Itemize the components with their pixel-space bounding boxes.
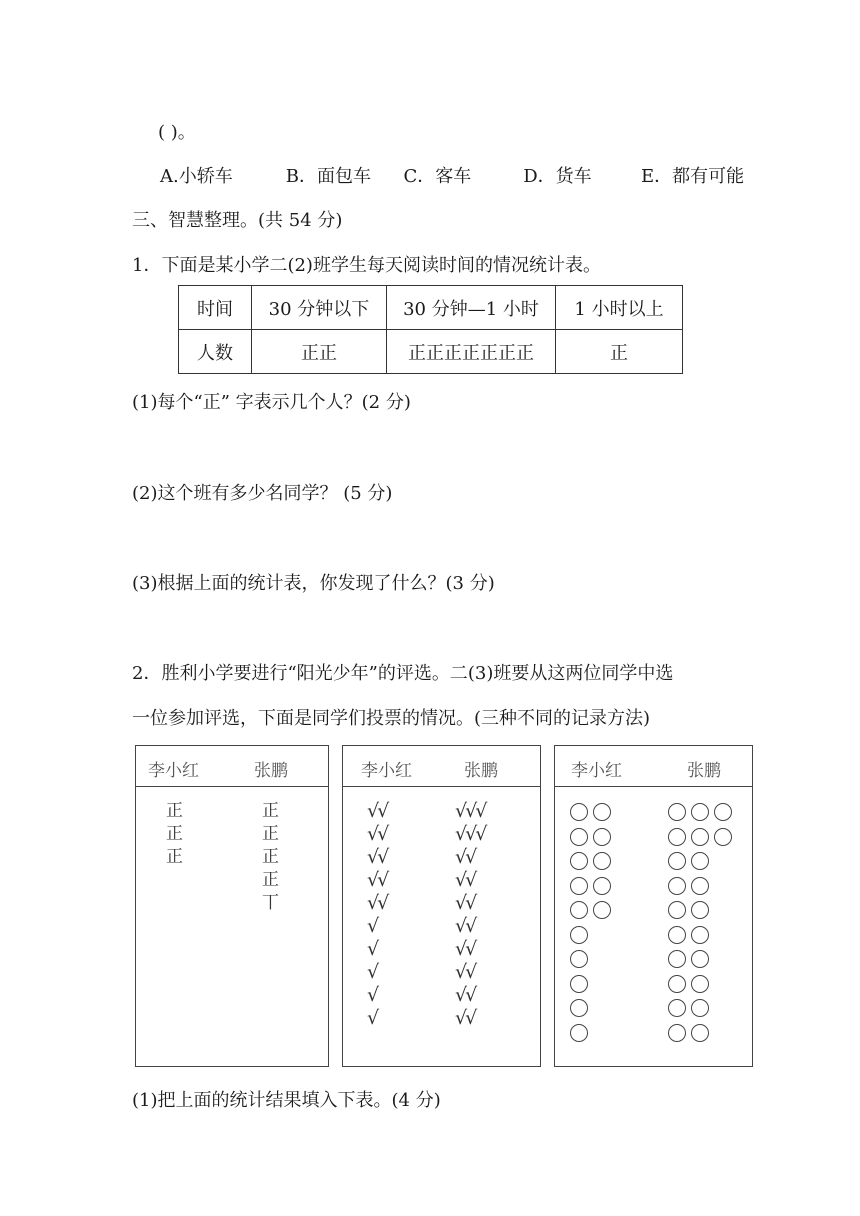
name-zhang-peng: 张鹏 bbox=[464, 761, 498, 781]
circle-row bbox=[668, 852, 737, 877]
circle-icon bbox=[570, 901, 588, 919]
check-mark-row: √√ bbox=[455, 1007, 476, 1029]
circle-icon bbox=[714, 828, 732, 846]
option-d: D．货车 bbox=[523, 166, 592, 187]
q2-intro-line2: 一位参加评选，下面是同学们投票的情况。(三种不同的记录方法) bbox=[132, 708, 651, 729]
box-header bbox=[343, 746, 540, 787]
tally-mark: 正 bbox=[262, 824, 279, 844]
prev-question-blank: ( )。 bbox=[158, 122, 196, 143]
section-title: 三、智慧整理。(共 54 分) bbox=[132, 210, 343, 231]
circle-row bbox=[570, 999, 616, 1024]
name-li-xiaohong: 李小红 bbox=[148, 761, 199, 781]
table-header-cell: 30 分钟以下 bbox=[252, 286, 387, 330]
circle-icon bbox=[593, 828, 611, 846]
tally-mark: 正 bbox=[262, 801, 279, 821]
circle-row bbox=[668, 877, 737, 902]
table-cell: 正 bbox=[556, 330, 683, 374]
circle-row bbox=[668, 975, 737, 1000]
circle-icon bbox=[691, 877, 709, 895]
name-li-xiaohong: 李小红 bbox=[361, 761, 412, 781]
circle-icon bbox=[593, 803, 611, 821]
circle-row bbox=[570, 1024, 616, 1049]
tally-column-zhang bbox=[262, 800, 279, 915]
check-mark-row: √√ bbox=[367, 846, 388, 868]
option-a: A.小轿车 bbox=[160, 166, 233, 187]
circle-icon bbox=[668, 926, 686, 944]
check-mark-row: √√ bbox=[367, 869, 388, 891]
answer-options bbox=[160, 162, 744, 188]
circle-row bbox=[668, 950, 737, 975]
option-c: C．客车 bbox=[403, 166, 472, 187]
check-mark-row: √ bbox=[367, 938, 378, 960]
circle-row bbox=[668, 828, 737, 853]
circle-icon bbox=[570, 926, 588, 944]
circle-row bbox=[570, 877, 616, 902]
check-mark-row: √ bbox=[367, 1007, 378, 1029]
q2-intro-line1: 2．胜利小学要进行“阳光少年”的评选。二(3)班要从这两位同学中选 bbox=[132, 663, 674, 684]
circle-icon bbox=[570, 950, 588, 968]
circle-icon bbox=[570, 828, 588, 846]
circle-icon bbox=[570, 999, 588, 1017]
circle-icon bbox=[668, 1024, 686, 1042]
table-header-cell: 时间 bbox=[179, 286, 252, 330]
q1-sub2: (2)这个班有多少名同学？ (5 分) bbox=[132, 483, 393, 504]
circle-icon bbox=[570, 803, 588, 821]
circle-row bbox=[570, 828, 616, 853]
circle-icon bbox=[714, 803, 732, 821]
circle-row bbox=[570, 926, 616, 951]
circle-row bbox=[668, 1024, 737, 1049]
circle-icon bbox=[691, 901, 709, 919]
circle-icon bbox=[668, 999, 686, 1017]
tally-mark: 丅 bbox=[262, 893, 279, 913]
table-cell: 正正正正正正正 bbox=[387, 330, 556, 374]
circle-icon bbox=[691, 1024, 709, 1042]
circle-icon bbox=[691, 828, 709, 846]
circle-icon bbox=[691, 999, 709, 1017]
table-cell: 人数 bbox=[179, 330, 252, 374]
circle-icon bbox=[691, 852, 709, 870]
circle-row bbox=[668, 901, 737, 926]
q2-sub1: (1)把上面的统计结果填入下表。(4 分) bbox=[132, 1090, 441, 1111]
circle-icon bbox=[668, 975, 686, 993]
table-row bbox=[179, 286, 683, 330]
box-header bbox=[136, 746, 328, 787]
circle-record-box bbox=[554, 745, 753, 1067]
circle-icon bbox=[593, 877, 611, 895]
check-mark-row: √√ bbox=[455, 961, 476, 983]
circle-icon bbox=[570, 1024, 588, 1042]
reading-time-table bbox=[178, 285, 683, 374]
circle-icon bbox=[691, 950, 709, 968]
circle-icon bbox=[668, 803, 686, 821]
check-column-zhang bbox=[455, 800, 485, 1030]
circle-row bbox=[668, 999, 737, 1024]
name-zhang-peng: 张鹏 bbox=[254, 761, 288, 781]
check-column-li bbox=[367, 800, 387, 1030]
table-header-cell: 1 小时以上 bbox=[556, 286, 683, 330]
q1-intro: 1．下面是某小学二(2)班学生每天阅读时间的情况统计表。 bbox=[132, 255, 601, 276]
tally-mark: 正 bbox=[166, 847, 183, 867]
check-mark-row: √√ bbox=[367, 823, 388, 845]
check-mark-row: √√ bbox=[455, 984, 476, 1006]
tally-mark: 正 bbox=[262, 847, 279, 867]
check-mark-row: √√ bbox=[455, 846, 476, 868]
check-mark-row: √ bbox=[367, 984, 378, 1006]
option-e: E．都有可能 bbox=[640, 166, 745, 187]
check-mark-row: √√√ bbox=[455, 823, 486, 845]
circle-column-li bbox=[570, 803, 616, 1048]
circle-icon bbox=[691, 975, 709, 993]
tally-mark: 正 bbox=[166, 801, 183, 821]
circle-icon bbox=[668, 828, 686, 846]
circle-row bbox=[570, 852, 616, 877]
check-mark-row: √ bbox=[367, 915, 378, 937]
box-header bbox=[555, 746, 752, 787]
option-b: B．面包车 bbox=[285, 166, 371, 187]
circle-row bbox=[570, 901, 616, 926]
table-header-cell: 30 分钟—1 小时 bbox=[387, 286, 556, 330]
check-mark-row: √√√ bbox=[455, 800, 486, 822]
tally-mark: 正 bbox=[166, 824, 183, 844]
check-mark-row: √ bbox=[367, 961, 378, 983]
name-zhang-peng: 张鹏 bbox=[687, 761, 721, 781]
circle-icon bbox=[668, 877, 686, 895]
circle-row bbox=[570, 803, 616, 828]
circle-icon bbox=[593, 901, 611, 919]
circle-row bbox=[668, 803, 737, 828]
circle-row bbox=[668, 926, 737, 951]
q1-sub3: (3)根据上面的统计表，你发现了什么？(3 分) bbox=[132, 573, 495, 594]
circle-icon bbox=[570, 975, 588, 993]
check-record-box bbox=[342, 745, 541, 1067]
check-mark-row: √√ bbox=[455, 938, 476, 960]
check-mark-row: √√ bbox=[367, 800, 388, 822]
circle-row bbox=[570, 975, 616, 1000]
q1-sub1: (1)每个“正” 字表示几个人？(2 分) bbox=[132, 392, 411, 413]
tally-mark: 正 bbox=[262, 870, 279, 890]
circle-icon bbox=[668, 950, 686, 968]
circle-row bbox=[570, 950, 616, 975]
circle-icon bbox=[593, 852, 611, 870]
circle-icon bbox=[570, 852, 588, 870]
check-mark-row: √√ bbox=[367, 892, 388, 914]
circle-column-zhang bbox=[668, 803, 737, 1048]
circle-icon bbox=[691, 926, 709, 944]
name-li-xiaohong: 李小红 bbox=[571, 761, 622, 781]
circle-icon bbox=[668, 901, 686, 919]
circle-icon bbox=[691, 803, 709, 821]
check-mark-row: √√ bbox=[455, 892, 476, 914]
tally-column-li bbox=[166, 800, 183, 869]
circle-icon bbox=[570, 877, 588, 895]
tally-record-box bbox=[135, 745, 329, 1067]
check-mark-row: √√ bbox=[455, 915, 476, 937]
table-row bbox=[179, 330, 683, 374]
check-mark-row: √√ bbox=[455, 869, 476, 891]
table-cell: 正正 bbox=[252, 330, 387, 374]
circle-icon bbox=[668, 852, 686, 870]
